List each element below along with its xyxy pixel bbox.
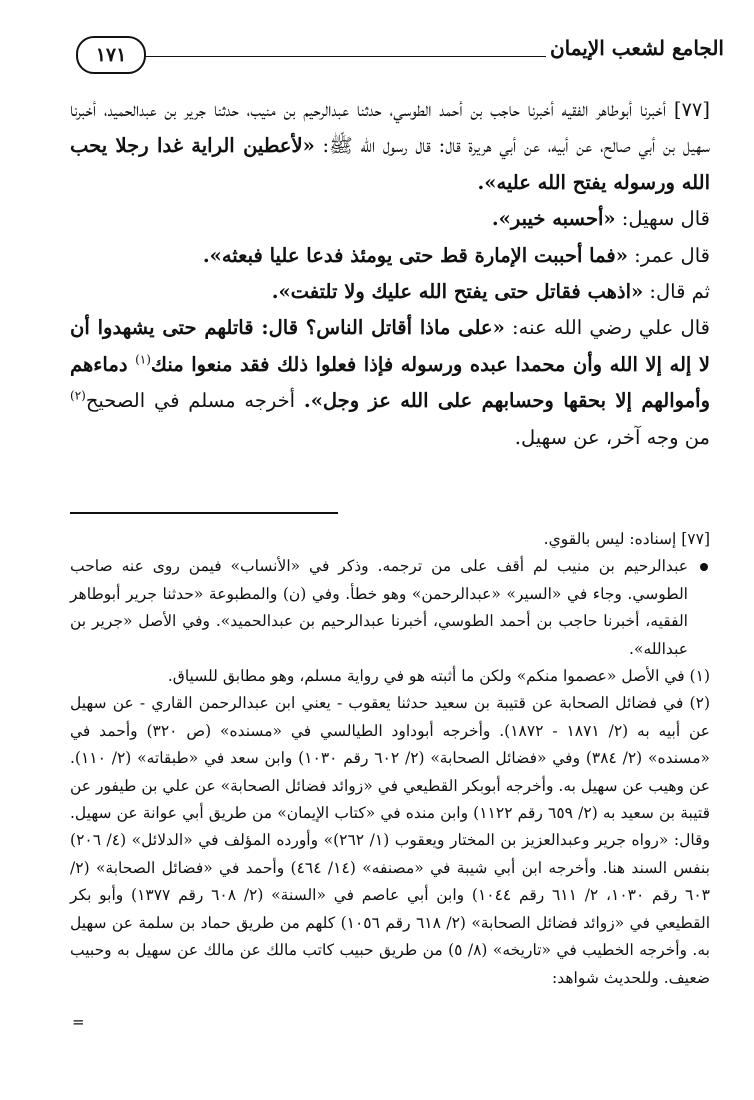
ali-quote-part-2: دماءهم وأموالهم إلا بحقها وحسابهم على الله عز وجل». — [70, 352, 710, 413]
footnote-separator — [70, 512, 338, 514]
hadith-text — [70, 92, 710, 456]
thumma-line — [70, 274, 710, 310]
hadith-isnad: [٧٧] أخبرنا أبوطاهر الفقيه أخبرنا حاجب بن أحمد الطوسي، حدثنا عبدالرحيم بن منيب، حدثنا جرير بن عبدالحميد، أخبرنا سهيل بن أبي صالح، عن أبيه، عن أبي هريرة قال: قال رسول الله ﷺ: — [70, 98, 710, 158]
bullet-note-text: عبدالرحيم بن منيب لم أقف على من ترجمه. وذكر في «الأنساب» فيمن روى عنه صاحب الطوسي. وجاء في «السير» «عبدالرحمن» وهو خطأ. وفي (ن) والمطبوعة «حدثنا جرير أبوطاهر الفقيه، أخبرنا حاجب بن أحمد الطوسي، أخبرنا عبدالرحيم بن عبدالحميد». وفي الأصل «جرير بن عبدالله». — [70, 557, 688, 658]
ali-lead: قال علي رضي الله عنه: — [504, 316, 710, 340]
umar-lead: قال عمر: — [627, 243, 710, 267]
suhail-lead: قال سهيل: — [615, 207, 710, 231]
footnote-2: (٢) في فضائل الصحابة عن قتيبة بن سعيد حدثنا يعقوب - يعني ابن عبدالرحمن القاري - عن سهيل عن أبيه به (٢/ ١٨٧١ - ١٨٧٢). وأخرجه أبوداود الطيالسي في «مسنده» (ص ٣٢٠) وأحمد في «مسنده» (٢/ ٣٨٤) وفي «فضائل الصحابة» (٢/ ٦٠٢ رقم ١٠٣٠) وابن سعد في «طبقاته» (٢/ ١١٠). عن وهيب عن سهيل به. وأخرجه أبوبكر القطيعي في «زوائد فضائل الصحابة» عن علي بن طيفور عن قتيبة بن سعيد به (٢/ ٦٥٩ رقم ١١٢٢) وابن منده في «كتاب الإيمان» من طريق أبي عوانة عن سهيل. وقال: «رواه جرير وعبدالعزيز بن المختار ويعقوب (١/ ٢٦٢)» وأورده المؤلف في «الدلائل» (٤/ ٢٠٦) بنفس السند هنا. وأخرجه ابن أبي شيبة في «مصنفه» (١٤/ ٤٦٤) وأحمد في «فضائل الصحابة» (٢/ ٦٠٣ رقم ١٠٣٠، ٢/ ٦١١ رقم ١٠٤٤) وابن أبي عاصم في «السنة» (٢/ ٦٠٨ رقم ١٣٧٧) وأبو بكر القطيعي في «زوائد فضائل الصحابة» (٢/ ٦١٨ رقم ١٠٥٦) كلهم من طريق حماد بن سلمة عن سهيل به. وأخرجه الخطيب في «تاريخه» (٨/ ٥) من طريق حبيب كاتب مالك عن مالك عن سهيل به وحبيب ضعيف. وللحديث شواهد: — [70, 694, 711, 987]
hadith-quote: «لأعطين الراية غدا رجلا يحب الله ورسوله يفتح الله عليه». — [70, 134, 710, 194]
header-rule — [144, 56, 546, 57]
footnotes — [70, 526, 710, 992]
footnote-ref-2[interactable]: (٢) — [70, 388, 86, 403]
takhrij-text: أخرجه مسلم في الصحيح — [85, 389, 304, 413]
umar-quote: «فما أحببت الإمارة قط حتى يومئذ فدعا عليا فبعثه». — [202, 243, 628, 267]
umar-line — [70, 238, 710, 274]
suhail-line — [70, 201, 710, 237]
ali-quote-part-1: «على ماذا أقاتل الناس؟ قال: قاتلهم حتى يشهدوا أن لا إله إلا الله وأن محمدا عبده ورسوله فإذا فعلوا ذلك فقد منعوا منك — [70, 316, 710, 376]
continuation-mark: = — [72, 1013, 85, 1031]
takhrij-end: من وجه آخر، عن سهيل. — [514, 425, 710, 449]
page-number-badge: ١٧١ — [76, 36, 146, 74]
thumma-lead: ثم قال: — [643, 280, 710, 304]
page-header — [74, 30, 724, 72]
ali-paragraph — [70, 310, 710, 456]
suhail-quote: «أحسبه خيبر». — [491, 207, 616, 231]
running-title: الجامع لشعب الإيمان — [549, 36, 724, 60]
isnad-note: [٧٧] إسناده: ليس بالقوي. — [543, 530, 710, 548]
thumma-quote: «اذهب فقاتل حتى يفتح الله عليك ولا تلتفت». — [271, 280, 644, 304]
bullet-note — [70, 553, 710, 663]
footnote-1: (١) في الأصل «عصموا منكم» ولكن ما أثبته هو في رواية مسلم، وهو مطابق للسياق. — [167, 667, 710, 686]
hadith-paragraph — [70, 92, 710, 201]
footnote-ref-1[interactable]: (١) — [135, 352, 151, 367]
bullet-dot-icon — [700, 563, 708, 571]
